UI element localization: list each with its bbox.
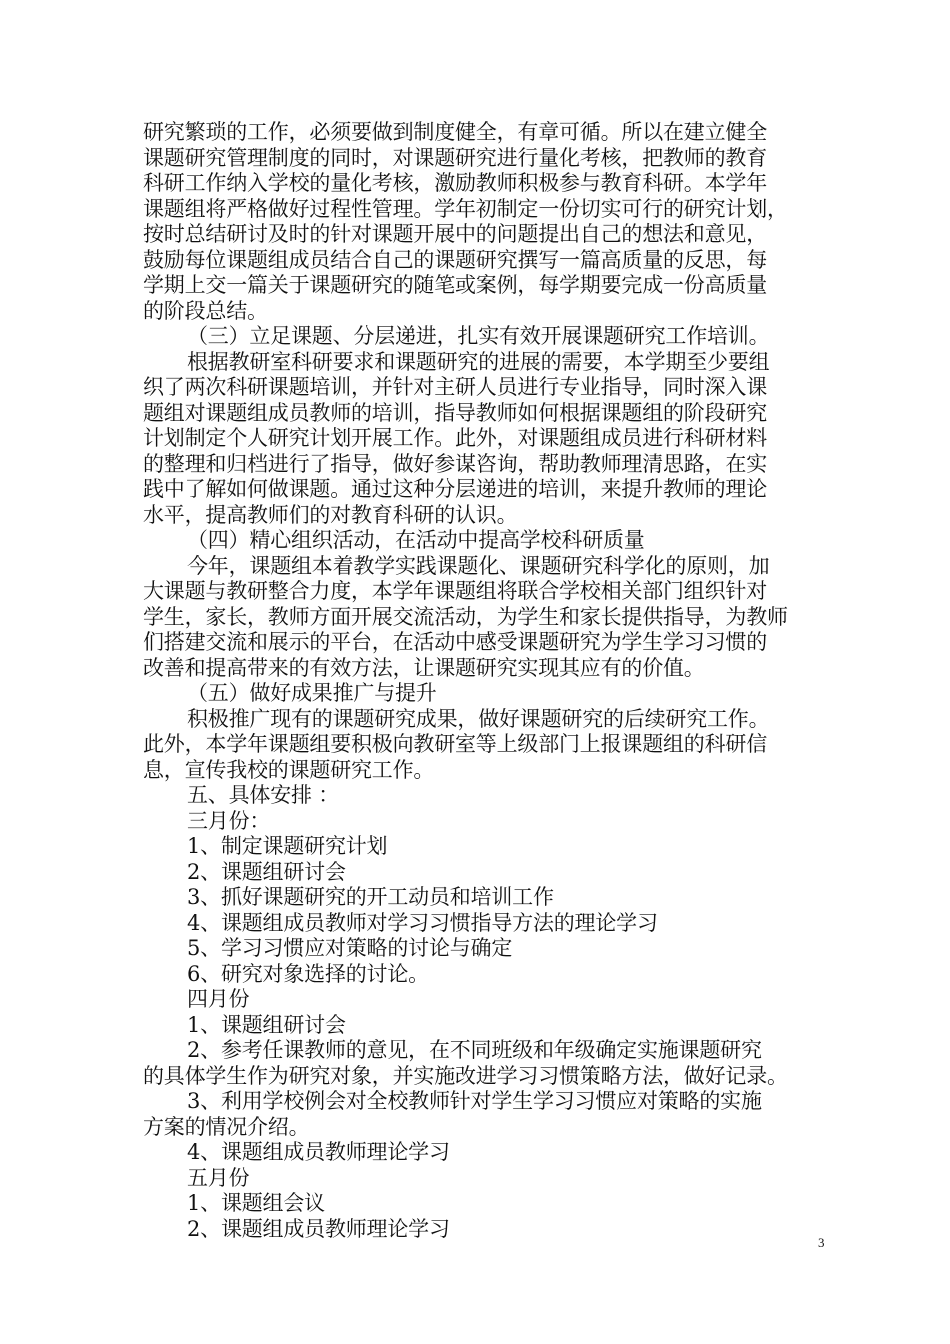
text-line: 学生，家长，教师方面开展交流活动，为学生和家长提供指导，为教师: [143, 604, 788, 629]
text-line: 课题组将严格做好过程性管理。学年初制定一份切实可行的研究计划，: [143, 196, 788, 221]
list-item: 5、学习习惯应对策略的讨论与确定: [187, 936, 513, 960]
text-line: 息，宣传我校的课题研究工作。: [143, 757, 435, 782]
list-item-continuation: 方案的情况介绍。: [143, 1114, 310, 1139]
section-heading: （三）立足课题、分层递进，扎实有效开展课题研究工作培训。: [187, 324, 770, 348]
text-line: 积极推广现有的课题研究成果，做好课题研究的后续研究工作。: [187, 706, 770, 731]
text-line: 研究繁琐的工作，必须要做到制度健全，有章可循。所以在建立健全: [143, 120, 767, 144]
section-heading: 五、具体安排 ：: [187, 783, 340, 807]
month-heading: 四月份: [187, 987, 250, 1011]
list-item: 3、利用学校例会对全校教师针对学生学习习惯应对策略的实施: [187, 1089, 762, 1113]
text-line: 题组对课题组成员教师的培训，指导教师如何根据课题组的阶段研究: [143, 400, 767, 425]
month-heading: 三月份：: [187, 808, 271, 833]
month-heading: 五月份: [187, 1165, 250, 1190]
list-item: 4、课题组成员教师对学习习惯指导方法的理论学习: [187, 910, 658, 935]
text-line: 织了两次科研课题培训，并针对主研人员进行专业指导，同时深入课: [143, 375, 767, 399]
text-line: 鼓励每位课题组成员结合自己的课题研究撰写一篇高质量的反思，每: [143, 247, 767, 272]
list-item: 2、课题组成员教师理论学习: [187, 1216, 450, 1241]
list-item: 1、制定课题研究计划: [187, 834, 388, 858]
list-item: 2、参考任课教师的意见，在不同班级和年级确定实施课题研究: [187, 1038, 762, 1062]
text-line: 此外，本学年课题组要积极向教研室等上级部门上报课题组的科研信: [143, 732, 767, 756]
text-line: 改善和提高带来的有效方法，让课题研究实现其应有的价值。: [143, 655, 705, 680]
list-item: 3、抓好课题研究的开工动员和培训工作: [187, 885, 554, 909]
list-item: 2、课题组研讨会: [187, 859, 346, 884]
text-line: 科研工作纳入学校的量化考核，激励教师积极参与教育科研。本学年: [143, 171, 767, 195]
text-line: 今年，课题组本着教学实践课题化、课题研究科学化的原则，加: [187, 553, 770, 578]
text-line: 学期上交一篇关于课题研究的随笔或案例，每学期要完成一份高质量: [143, 273, 767, 297]
page-number: 3: [818, 1235, 825, 1250]
text-line: 践中了解如何做课题。通过这种分层递进的培训，来提升教师的理论: [143, 477, 767, 501]
text-line: 们搭建交流和展示的平台，在活动中感受课题研究为学生学习习惯的: [143, 630, 767, 654]
section-heading: （五）做好成果推广与提升: [187, 681, 437, 705]
text-line: 根据教研室科研要求和课题研究的进展的需要，本学期至少要组: [187, 349, 770, 374]
body-text: [143, 120, 823, 1242]
text-line: 计划制定个人研究计划开展工作。此外，对课题组成员进行科研材料: [143, 426, 767, 450]
list-item: 4、课题组成员教师理论学习: [187, 1140, 450, 1164]
text-line: 的阶段总结。: [143, 298, 268, 323]
list-item: 1、课题组研讨会: [187, 1012, 346, 1037]
text-line: 按时总结研讨及时的针对课题开展中的问题提出自己的想法和意见，: [143, 222, 767, 246]
list-item: 6、研究对象选择的讨论。: [187, 961, 429, 986]
text-line: 课题研究管理制度的同时，对课题研究进行量化考核，把教师的教育: [143, 145, 767, 170]
text-line: 的整理和归档进行了指导，做好参谋咨询，帮助教师理清思路，在实: [143, 451, 767, 476]
text-line: 水平，提高教师们的对教育科研的认识。: [143, 502, 518, 527]
list-item: 1、课题组会议: [187, 1191, 325, 1215]
text-line: 大课题与教研整合力度，本学年课题组将联合学校相关部门组织针对: [143, 579, 767, 603]
section-heading: （四）精心组织活动，在活动中提高学校科研质量: [187, 528, 645, 552]
list-item-continuation: 的具体学生作为研究对象，并实施改进学习习惯策略方法，做好记录。: [143, 1063, 788, 1088]
